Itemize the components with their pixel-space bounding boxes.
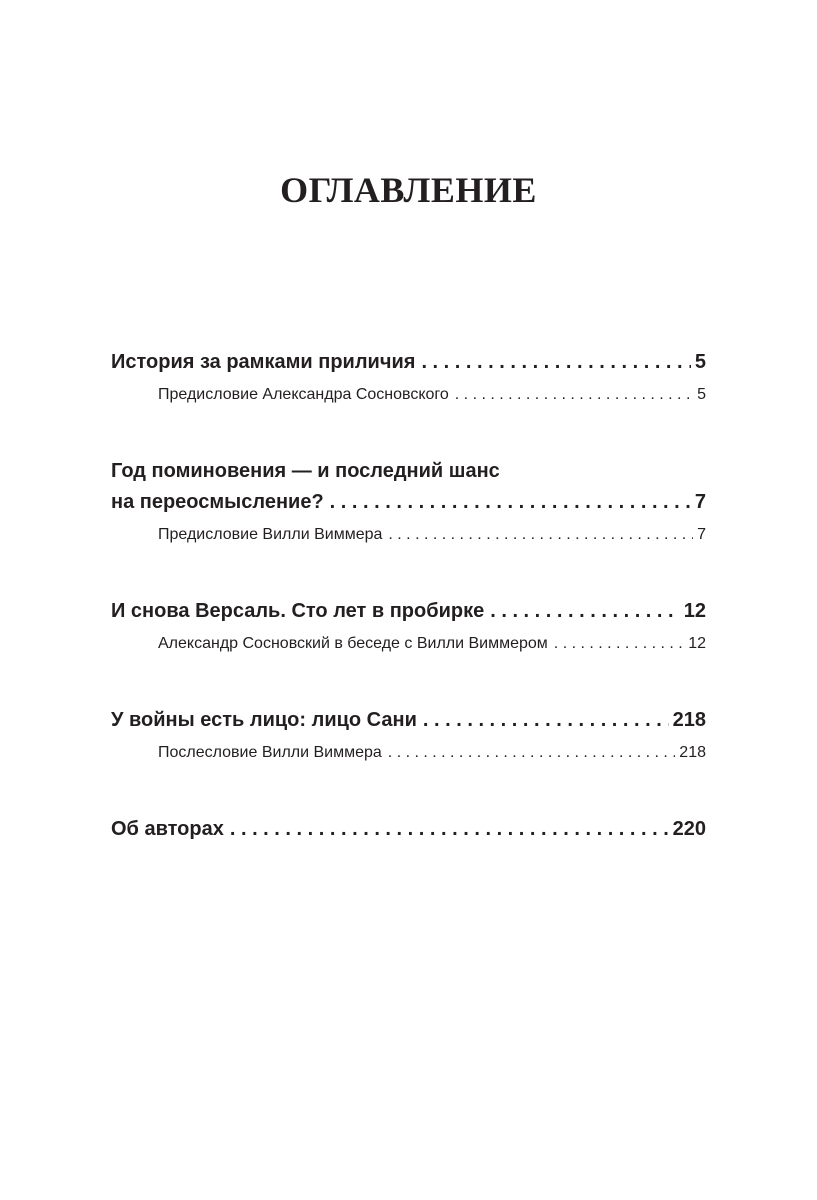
dot-leader [423, 704, 669, 737]
toc-chapter-row[interactable] [111, 486, 706, 519]
subentry-page-number: 12 [688, 635, 706, 652]
dot-leader [421, 346, 690, 379]
dot-leader [230, 813, 669, 846]
chapter-page-number: 220 [672, 818, 706, 840]
toc-entry [111, 595, 706, 658]
table-of-contents [111, 346, 706, 892]
dot-leader [455, 381, 693, 409]
toc-entry [111, 704, 706, 767]
toc-chapter-row-line1[interactable] [111, 455, 706, 488]
dot-leader [554, 630, 684, 658]
page-title: ОГЛАВЛЕНИЕ [280, 170, 537, 210]
chapter-title: Об авторах [111, 818, 224, 840]
chapter-page-number: 218 [672, 709, 706, 731]
chapter-title-line2: на переосмысление? [111, 491, 324, 513]
dot-leader [490, 595, 680, 628]
toc-subentry-row[interactable] [111, 630, 706, 658]
dot-leader [388, 739, 676, 767]
toc-subentry-row[interactable] [111, 521, 706, 549]
chapter-title: История за рамками приличия [111, 351, 416, 373]
chapter-page-number: 7 [694, 491, 706, 513]
toc-entry [111, 813, 706, 846]
toc-entry [111, 455, 706, 549]
toc-chapter-row[interactable] [111, 704, 706, 737]
dot-leader [330, 486, 691, 519]
subentry-title: Послесловие Вилли Виммера [158, 744, 382, 761]
chapter-page-number: 12 [683, 600, 706, 622]
dot-leader [388, 521, 693, 549]
subentry-title: Александр Сосновский в беседе с Вилли Виммером [158, 635, 548, 652]
subentry-title: Предисловие Александра Сосновского [158, 386, 449, 403]
subentry-page-number: 7 [697, 526, 706, 543]
toc-subentry-row[interactable] [111, 739, 706, 767]
toc-chapter-row[interactable] [111, 813, 706, 846]
toc-subentry-row[interactable] [111, 381, 706, 409]
subentry-title: Предисловие Вилли Виммера [158, 526, 383, 543]
subentry-page-number: 5 [697, 386, 706, 403]
chapter-title: И снова Версаль. Сто лет в пробирке [111, 600, 485, 622]
chapter-page-number: 5 [694, 351, 706, 373]
chapter-title-line1: Год поминовения — и последний шанс [111, 460, 500, 482]
toc-entry [111, 346, 706, 409]
subentry-page-number: 218 [679, 744, 706, 761]
chapter-title: У войны есть лицо: лицо Сани [111, 709, 417, 731]
toc-chapter-row[interactable] [111, 595, 706, 628]
toc-chapter-row[interactable] [111, 346, 706, 379]
